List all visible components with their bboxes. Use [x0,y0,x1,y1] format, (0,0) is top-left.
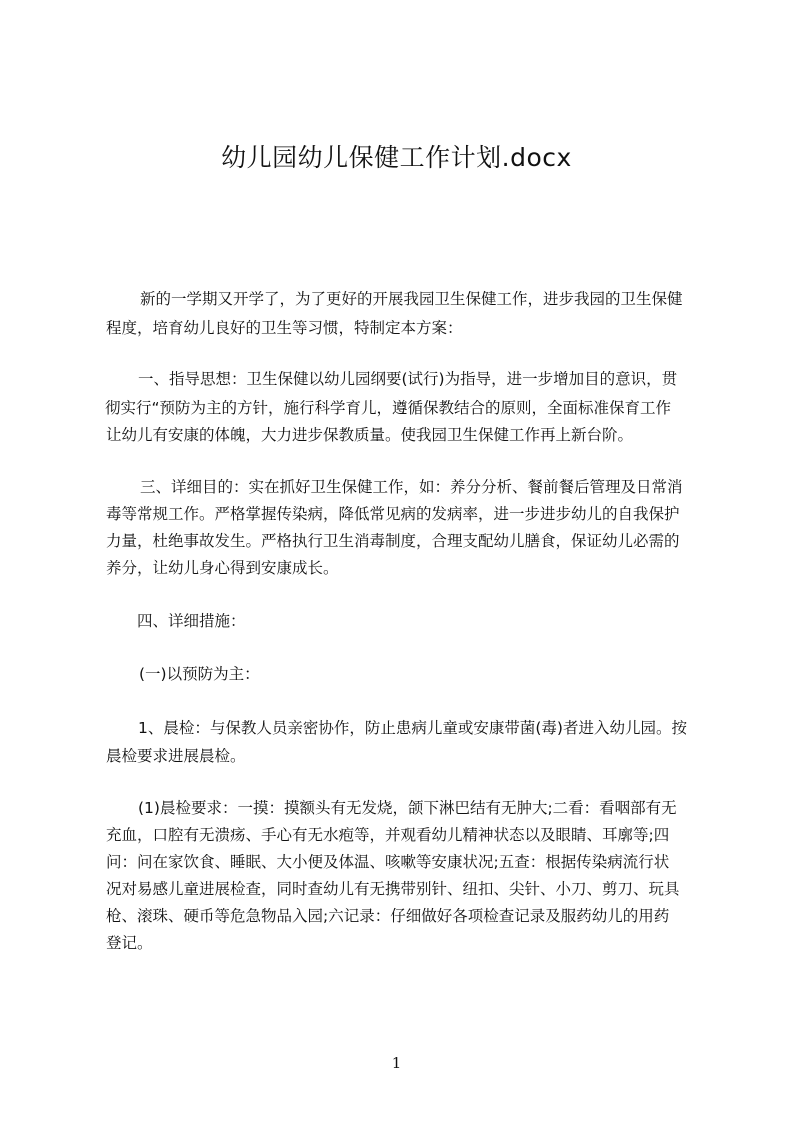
text-line: 充血，口腔有无溃疡、手心有无水疱等，并观看幼儿精神状态以及眼睛、耳廓等;四 [106,826,670,844]
text-line: 让幼儿有安康的体魄，大力进步保教质量。使我园卫生保健工作再上新台阶。 [106,426,634,444]
text-line: (一)以预防为主： [139,665,260,683]
text-line: 新的一学期又开学了，为了更好的开展我园卫生保健工作，进步我园的卫生保健 [140,290,683,308]
page-number: 1 [391,1054,402,1072]
text-line: 晨检要求进展晨检。 [106,747,246,765]
text-line: 彻实行“预防为主的方针，施行科学育儿，遵循保教结合的原则，全面标准保育工作 [105,399,672,417]
text-line: 程度，培育幼儿良好的卫生等习惯，特制定本方案： [106,319,463,337]
text-line: (1)晨检要求：一摸：摸额头有无发烧，颌下淋巴结有无肿大;二看：看咽部有无 [138,799,677,817]
text-line: 枪、滚珠、硬币等危急物品入园;六记录：仔细做好各项检查记录及服药幼儿的用药 [106,907,670,925]
text-line: 一、指导思想：卫生保健以幼儿园纲要(试行)为指导，进一步增加目的意识，贯 [138,370,678,388]
text-line: 问：问在家饮食、睡眠、大小便及体温、咳嗽等安康状况;五查：根据传染病流行状 [106,853,670,871]
text-line: 1、晨检：与保教人员亲密协作，防止患病儿童或安康带菌(毒)者进入幼儿园。按 [138,719,687,737]
text-line: 毒等常规工作。严格掌握传染病，降低常见病的发病率，进一步进步幼儿的自我保护 [106,505,680,523]
text-line: 力量，杜绝事故发生。严格执行卫生消毒制度，合理支配幼儿膳食，保证幼儿必需的 [106,532,680,550]
document-title: 幼儿园幼儿保健工作计划.docx [221,143,572,172]
text-line: 登记。 [106,934,153,952]
text-line: 三、详细目的：实在抓好卫生保健工作，如：养分分析、餐前餐后管理及日常消 [140,478,683,496]
text-line: 况对易感儿童进展检查，同时查幼儿有无携带别针、纽扣、尖针、小刀、剪刀、玩具 [106,880,680,898]
text-line: 养分，让幼儿身心得到安康成长。 [106,559,339,577]
text-line: 四、详细措施： [137,612,246,630]
